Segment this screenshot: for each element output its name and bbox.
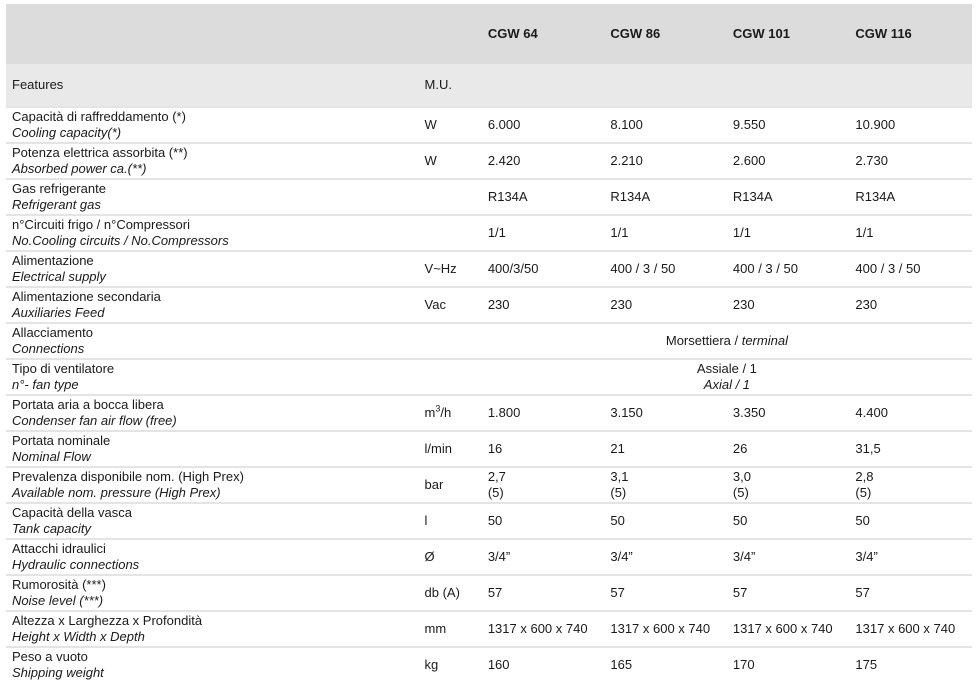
value-cell: 6.000 (482, 107, 605, 143)
table-row (6, 647, 972, 682)
feature-cell (6, 179, 419, 215)
value-cell: 1317 x 600 x 740 (482, 611, 605, 647)
value-cell: R134A (727, 179, 850, 215)
feature-english: Electrical supply (12, 269, 106, 284)
merged-value-cell (482, 323, 972, 359)
feature-english: Tank capacity (12, 521, 92, 536)
feature-english: Nominal Flow (12, 449, 91, 464)
value-cell: 16 (482, 431, 605, 467)
value-cell: 10.900 (849, 107, 972, 143)
unit-cell: kg (419, 647, 482, 682)
merged-value-main: Morsettiera / (665, 333, 742, 348)
feature-italian: Potenza elettrica assorbita (**) (12, 145, 188, 160)
feature-cell (6, 107, 419, 143)
feature-italian: Prevalenza disponibile nom. (High Prex) (12, 469, 244, 484)
value-cell: 3/4” (604, 539, 727, 575)
feature-cell (6, 359, 419, 395)
value-cell: 1/1 (482, 215, 605, 251)
value-note: (5) (610, 485, 627, 500)
table-row (6, 251, 972, 287)
model-header: CGW 116 (849, 4, 972, 64)
value-cell: R134A (604, 179, 727, 215)
value-main: 2,8 (855, 469, 874, 484)
value-main: 3,1 (610, 469, 629, 484)
value-cell: 165 (604, 647, 727, 682)
feature-italian: Portata nominale (12, 433, 111, 448)
value-note: (5) (732, 485, 749, 500)
value-cell: 1/1 (604, 215, 727, 251)
feature-italian: Capacità di raffreddamento (*) (12, 109, 186, 124)
feature-italian: Attacchi idraulici (12, 541, 106, 556)
feature-italian: Gas refrigerante (12, 181, 106, 196)
unit-cell (419, 179, 482, 215)
table-row (6, 431, 972, 467)
value-cell: 21 (604, 431, 727, 467)
unit-cell: Vac (419, 287, 482, 323)
value-cell: 3.350 (727, 395, 850, 431)
feature-cell (6, 503, 419, 539)
feature-english: Noise level (***) (12, 593, 104, 608)
unit-cell: V~Hz (419, 251, 482, 287)
header-empty (419, 4, 482, 64)
value-cell: 50 (849, 503, 972, 539)
value-cell: 3/4” (849, 539, 972, 575)
value-cell: 2.210 (604, 143, 727, 179)
value-cell: 31,5 (849, 431, 972, 467)
feature-italian: n°Circuiti frigo / n°Compressori (12, 217, 191, 232)
unit-cell (419, 359, 482, 395)
unit-cell: Ø (419, 539, 482, 575)
feature-cell (6, 575, 419, 611)
feature-english: Refrigerant gas (12, 197, 101, 212)
model-header: CGW 101 (727, 4, 850, 64)
spec-table (6, 4, 972, 682)
feature-italian: Portata aria a bocca libera (12, 397, 164, 412)
column-label-row (6, 64, 972, 107)
unit-cell: l/min (419, 431, 482, 467)
value-cell: 230 (727, 287, 850, 323)
unit-cell: W (419, 143, 482, 179)
table-row (6, 395, 972, 431)
merged-value-cell (482, 359, 972, 395)
value-cell: 57 (604, 575, 727, 611)
table-row (6, 539, 972, 575)
model-header: CGW 86 (604, 4, 727, 64)
table-row (6, 323, 972, 359)
feature-english: Absorbed power ca.(**) (12, 161, 147, 176)
unit-cell (419, 395, 482, 431)
value-cell (604, 467, 727, 503)
value-cell: 3/4” (482, 539, 605, 575)
feature-english: Condenser fan air flow (free) (12, 413, 177, 428)
value-cell: 2.730 (849, 143, 972, 179)
unit-cell: W (419, 107, 482, 143)
value-cell: 400 / 3 / 50 (849, 251, 972, 287)
table-row (6, 107, 972, 143)
unit-superscript: 3 (435, 403, 441, 414)
feature-english: Connections (12, 341, 85, 356)
value-cell: 8.100 (604, 107, 727, 143)
unit-cell (419, 323, 482, 359)
spec-table-sheet (6, 4, 972, 682)
value-cell: 4.400 (849, 395, 972, 431)
value-cell: 9.550 (727, 107, 850, 143)
unit-tail: /h (440, 405, 452, 420)
feature-italian: Allacciamento (12, 325, 93, 340)
value-cell: 50 (727, 503, 850, 539)
value-cell: 400 / 3 / 50 (604, 251, 727, 287)
table-row (6, 503, 972, 539)
feature-english: Auxiliaries Feed (12, 305, 105, 320)
feature-english: Cooling capacity(*) (12, 125, 122, 140)
value-cell: 57 (849, 575, 972, 611)
value-main: 3,0 (732, 469, 751, 484)
feature-english: Height x Width x Depth (12, 629, 145, 644)
value-cell: 230 (604, 287, 727, 323)
table-row (6, 611, 972, 647)
value-cell: 26 (727, 431, 850, 467)
value-cell (727, 467, 850, 503)
table-row (6, 575, 972, 611)
feature-italian: Capacità della vasca (12, 505, 132, 520)
value-cell: 2.420 (482, 143, 605, 179)
feature-italian: Alimentazione secondaria (12, 289, 161, 304)
feature-cell (6, 611, 419, 647)
value-cell: 50 (604, 503, 727, 539)
value-cell: 3.150 (604, 395, 727, 431)
value-cell: 1317 x 600 x 740 (849, 611, 972, 647)
value-cell: 3/4” (727, 539, 850, 575)
value-cell: 1317 x 600 x 740 (727, 611, 850, 647)
feature-cell (6, 395, 419, 431)
value-cell: R134A (849, 179, 972, 215)
unit-cell: db (A) (419, 575, 482, 611)
model-header: CGW 64 (482, 4, 605, 64)
unit-cell (419, 215, 482, 251)
feature-italian: Rumorosità (***) (12, 577, 106, 592)
value-cell: 50 (482, 503, 605, 539)
value-cell: 57 (727, 575, 850, 611)
value-cell: 1317 x 600 x 740 (604, 611, 727, 647)
value-cell: 1/1 (727, 215, 850, 251)
model-header-row (6, 4, 972, 64)
feature-cell (6, 431, 419, 467)
value-note: (5) (855, 485, 872, 500)
unit-cell: mm (419, 611, 482, 647)
feature-italian: Alimentazione (12, 253, 94, 268)
merged-value-line1: Assiale / 1 (696, 361, 757, 376)
feature-italian: Altezza x Larghezza x Profondità (12, 613, 203, 628)
unit-base: m (424, 405, 436, 420)
feature-cell (6, 323, 419, 359)
value-cell: R134A (482, 179, 605, 215)
feature-cell (6, 539, 419, 575)
unit-cell: bar (419, 467, 482, 503)
value-cell: 1.800 (482, 395, 605, 431)
value-cell: 2.600 (727, 143, 850, 179)
value-cell: 160 (482, 647, 605, 682)
merged-value-line2: Axial / 1 (703, 377, 751, 392)
feature-english: Shipping weight (12, 665, 104, 680)
table-row (6, 287, 972, 323)
value-cell: 230 (482, 287, 605, 323)
feature-cell (6, 143, 419, 179)
feature-cell (6, 251, 419, 287)
feature-english: n°- fan type (12, 377, 79, 392)
value-main: 2,7 (487, 469, 506, 484)
value-cell: 1/1 (849, 215, 972, 251)
feature-english: Available nom. pressure (High Prex) (12, 485, 221, 500)
value-cell: 170 (727, 647, 850, 682)
table-row (6, 179, 972, 215)
merged-value-italic: terminal (741, 333, 788, 348)
value-cell: 230 (849, 287, 972, 323)
value-note: (5) (487, 485, 504, 500)
table-row (6, 467, 972, 503)
features-label: Features (6, 64, 419, 107)
value-cell: 400 / 3 / 50 (727, 251, 850, 287)
header-empty (6, 4, 419, 64)
feature-cell (6, 467, 419, 503)
value-cell (849, 467, 972, 503)
feature-italian: Tipo di ventilatore (12, 361, 115, 376)
feature-cell (6, 215, 419, 251)
feature-english: Hydraulic connections (12, 557, 140, 572)
feature-italian: Peso a vuoto (12, 649, 88, 664)
table-row (6, 359, 972, 395)
unit-cell: l (419, 503, 482, 539)
value-cell: 57 (482, 575, 605, 611)
feature-cell (6, 647, 419, 682)
feature-cell (6, 287, 419, 323)
value-cell: 400/3/50 (482, 251, 605, 287)
feature-english: No.Cooling circuits / No.Compressors (12, 233, 229, 248)
mu-label: M.U. (419, 64, 482, 107)
value-cell (482, 467, 605, 503)
table-row (6, 215, 972, 251)
value-cell: 175 (849, 647, 972, 682)
table-row (6, 143, 972, 179)
